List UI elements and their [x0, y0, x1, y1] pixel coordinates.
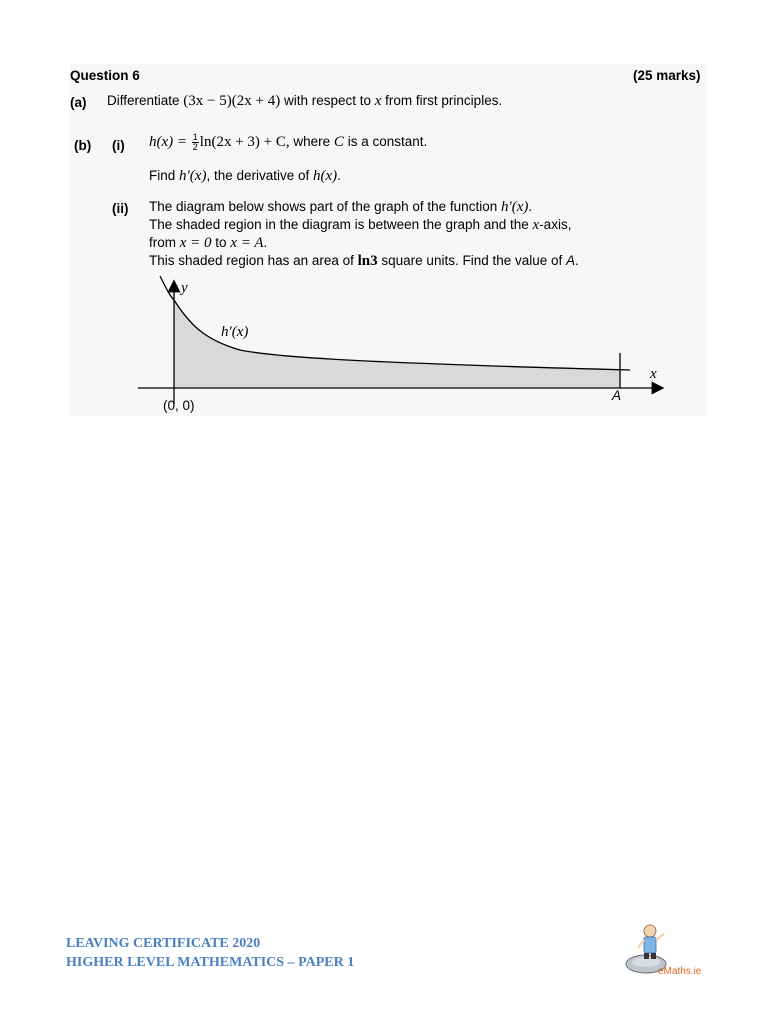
ii-line1-math: h′(x)	[500, 199, 529, 215]
ii-line2-text2: -axis,	[539, 217, 572, 232]
ii-line4-text1: This shaded region has an area of	[149, 253, 358, 268]
y-axis-label: y	[181, 280, 188, 296]
footer-line2: HIGHER LEVEL MATHEMATICS – PAPER 1	[66, 955, 355, 970]
part-a-var: x	[374, 93, 382, 109]
const-c: C	[333, 134, 344, 151]
part-b-i-label: (i)	[112, 138, 125, 153]
ii-line4-text2: square units. Find the value of	[377, 253, 567, 268]
part-a-text-after: from first principles.	[381, 93, 503, 108]
func-rhs: ln(2x + 3) + C,	[199, 134, 290, 151]
footer-line1: LEAVING CERTIFICATE 2020	[66, 936, 261, 951]
ii-line3-math2: x = A	[230, 235, 264, 251]
ii-line3-end: .	[263, 235, 268, 250]
ii-line4-end: .	[575, 253, 579, 268]
curve-label: h′(x)	[221, 324, 249, 340]
ii-line2-math: x	[532, 217, 540, 233]
frac-den: 2	[192, 142, 198, 152]
find-math1: h′(x)	[179, 168, 207, 184]
ii-line1-end: .	[528, 199, 533, 214]
func-lhs: h(x) =	[149, 134, 191, 151]
part-a-label: (a)	[70, 95, 87, 110]
func-text-end: is a constant.	[343, 134, 428, 150]
part-a-text-mid: with respect to	[280, 93, 375, 108]
func-text-after: where	[289, 134, 334, 150]
ii-line4-var: A	[566, 253, 576, 268]
find-math2: h(x)	[313, 168, 338, 184]
ii-line1-text: The diagram below shows part of the graph of the function	[149, 199, 501, 214]
part-b-ii-label: (ii)	[112, 201, 129, 216]
frac-num: 1	[192, 132, 198, 142]
ii-line3-text1: from	[149, 235, 180, 250]
ii-line3-text2: to	[211, 235, 231, 250]
find-text2: , the derivative of	[206, 168, 314, 183]
shaded-region	[174, 300, 620, 388]
logo-text: eMaths.ie	[658, 966, 702, 977]
find-text3: .	[337, 168, 341, 183]
a-label: A	[612, 388, 622, 403]
question-marks: (25 marks)	[633, 68, 701, 83]
origin-label: (0, 0)	[163, 398, 195, 413]
x-axis-label: x	[650, 366, 657, 382]
find-text1: Find	[149, 168, 180, 183]
ii-line2-text1: The shaded region in the diagram is between the graph and the	[149, 217, 533, 232]
ii-line4-math: ln3	[357, 253, 378, 269]
ii-line3-math1: x = 0	[179, 235, 212, 251]
part-b-label: (b)	[74, 138, 92, 153]
part-a-expression: (3x − 5)(2x + 4)	[183, 93, 281, 109]
part-a-text-before: Differentiate	[107, 93, 184, 108]
question-title: Question 6	[70, 68, 140, 83]
